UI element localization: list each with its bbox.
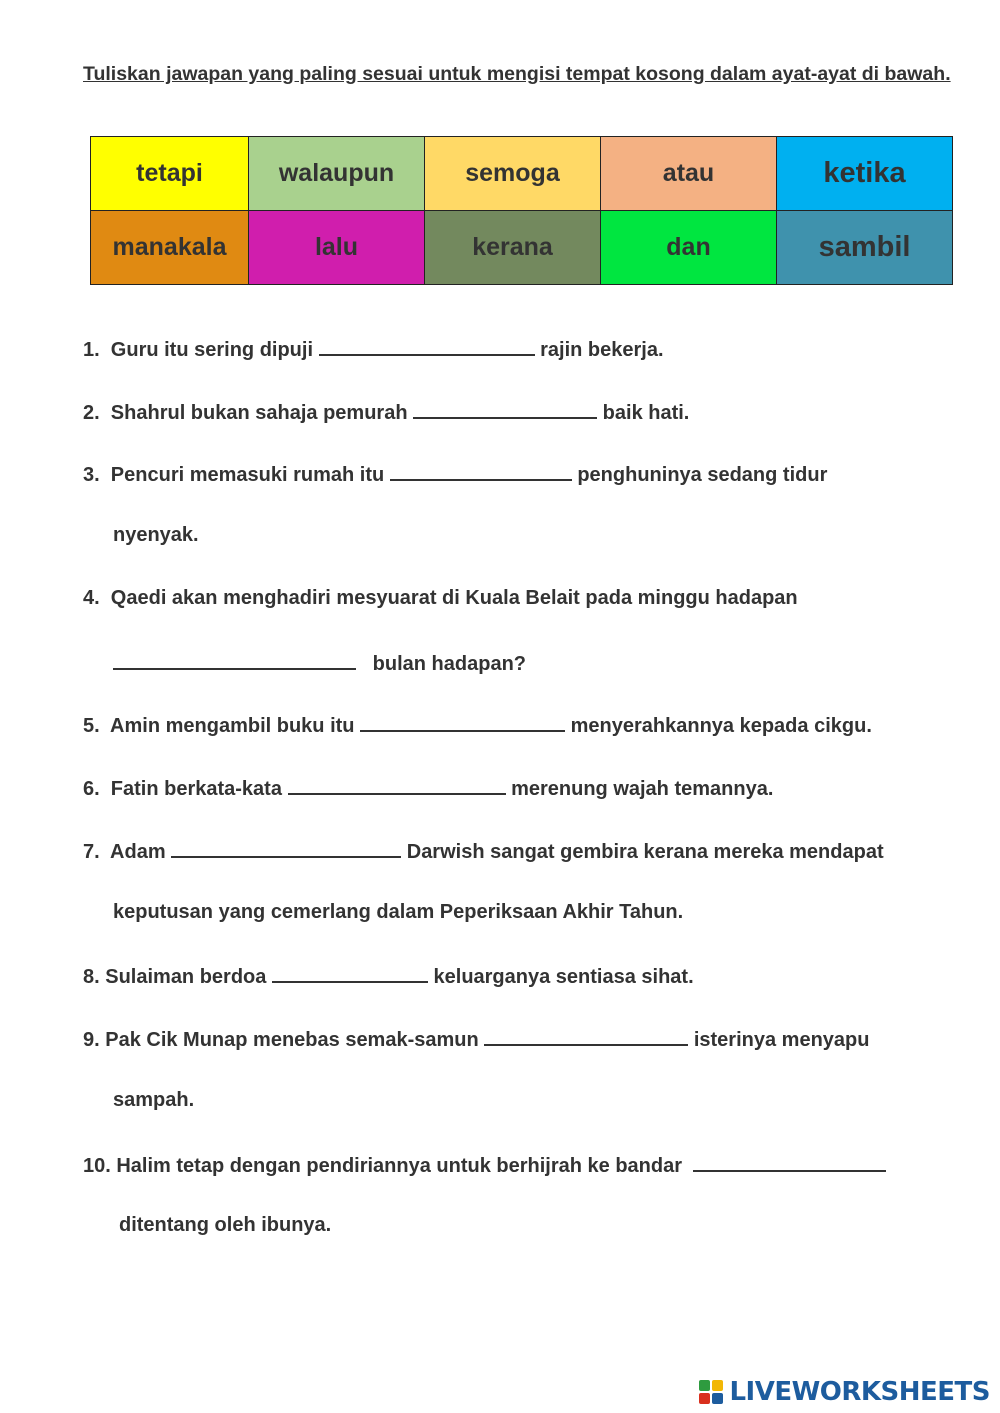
- question-text: 6. Fatin berkata-kata: [83, 778, 288, 800]
- question-10-continued: ditentang oleh ibunya.: [119, 1214, 332, 1236]
- question-7-continued: keputusan yang cemerlang dalam Peperiksaan Akhir Tahun.: [113, 901, 684, 923]
- question-1: [83, 336, 664, 362]
- liveworksheets-logo: [699, 1377, 990, 1407]
- question-3-continued: nyenyak.: [113, 524, 199, 546]
- question-text: 1. Guru itu sering dipuji: [83, 339, 319, 361]
- question-8: [83, 963, 694, 989]
- question-text: baik hati.: [597, 402, 690, 424]
- question-text: isterinya menyapu: [688, 1029, 870, 1051]
- answer-blank-1[interactable]: [319, 336, 535, 356]
- question-text: Darwish sangat gembira kerana mereka mendapat: [401, 841, 884, 863]
- question-5: [83, 712, 872, 738]
- question-text: menyerahkannya kepada cikgu.: [565, 715, 872, 737]
- word-bank-cell: lalu: [249, 211, 425, 285]
- word-bank-row: [91, 211, 953, 285]
- word-bank-cell: atau: [601, 137, 777, 211]
- question-10: [83, 1152, 886, 1178]
- question-text: keluarganya sentiasa sihat.: [427, 966, 694, 988]
- word-bank-cell: walaupun: [249, 137, 425, 211]
- word-bank-row: [91, 137, 953, 211]
- question-text: 3. Pencuri memasuki rumah itu: [83, 464, 390, 486]
- question-text: 5. Amin mengambil buku itu: [83, 715, 361, 737]
- word-bank-table: [90, 136, 953, 285]
- question-4-continued: [113, 650, 526, 676]
- question-9-continued: sampah.: [113, 1089, 195, 1111]
- question-7: [83, 838, 884, 864]
- liveworksheets-logo-icon: [699, 1380, 723, 1404]
- answer-blank-3[interactable]: [390, 461, 572, 481]
- question-text: 10. Halim tetap dengan pendiriannya untuk berhijrah ke bandar: [83, 1155, 688, 1177]
- question-text: 7. Adam: [83, 841, 172, 863]
- answer-blank-10[interactable]: [693, 1152, 886, 1172]
- word-bank-cell: dan: [601, 211, 777, 285]
- question-text: bulan hadapan?: [372, 653, 527, 675]
- answer-blank-8[interactable]: [272, 963, 428, 983]
- question-4: 4. Qaedi akan menghadiri mesyuarat di Kuala Belait pada minggu hadapan: [83, 587, 798, 609]
- question-text: 8. Sulaiman berdoa: [83, 966, 272, 988]
- question-text: penghuninya sedang tidur: [571, 464, 828, 486]
- question-text: rajin bekerja.: [534, 339, 664, 361]
- word-bank-cell: ketika: [777, 137, 953, 211]
- logo-text: LIVEWORKSHEETS: [729, 1377, 990, 1407]
- answer-blank-9[interactable]: [484, 1026, 688, 1046]
- question-text: merenung wajah temannya.: [505, 778, 774, 800]
- word-bank-cell: sambil: [777, 211, 953, 285]
- question-6: [83, 775, 773, 801]
- answer-blank-5[interactable]: [360, 712, 565, 732]
- question-9: [83, 1026, 869, 1052]
- word-bank-cell: tetapi: [91, 137, 249, 211]
- answer-blank-2[interactable]: [413, 399, 597, 419]
- answer-blank-6[interactable]: [288, 775, 506, 795]
- word-bank-cell: kerana: [425, 211, 601, 285]
- instruction-heading: Tuliskan jawapan yang paling sesuai untuk mengisi tempat kosong dalam ayat-ayat di bawah.: [83, 63, 951, 85]
- word-bank-cell: semoga: [425, 137, 601, 211]
- question-text: 2. Shahrul bukan sahaja pemurah: [83, 402, 414, 424]
- answer-blank-7[interactable]: [171, 838, 401, 858]
- answer-blank-4[interactable]: [113, 650, 356, 670]
- question-2: [83, 399, 689, 425]
- word-bank-cell: manakala: [91, 211, 249, 285]
- question-text: 9. Pak Cik Munap menebas semak-samun: [83, 1029, 485, 1051]
- question-3: [83, 461, 827, 487]
